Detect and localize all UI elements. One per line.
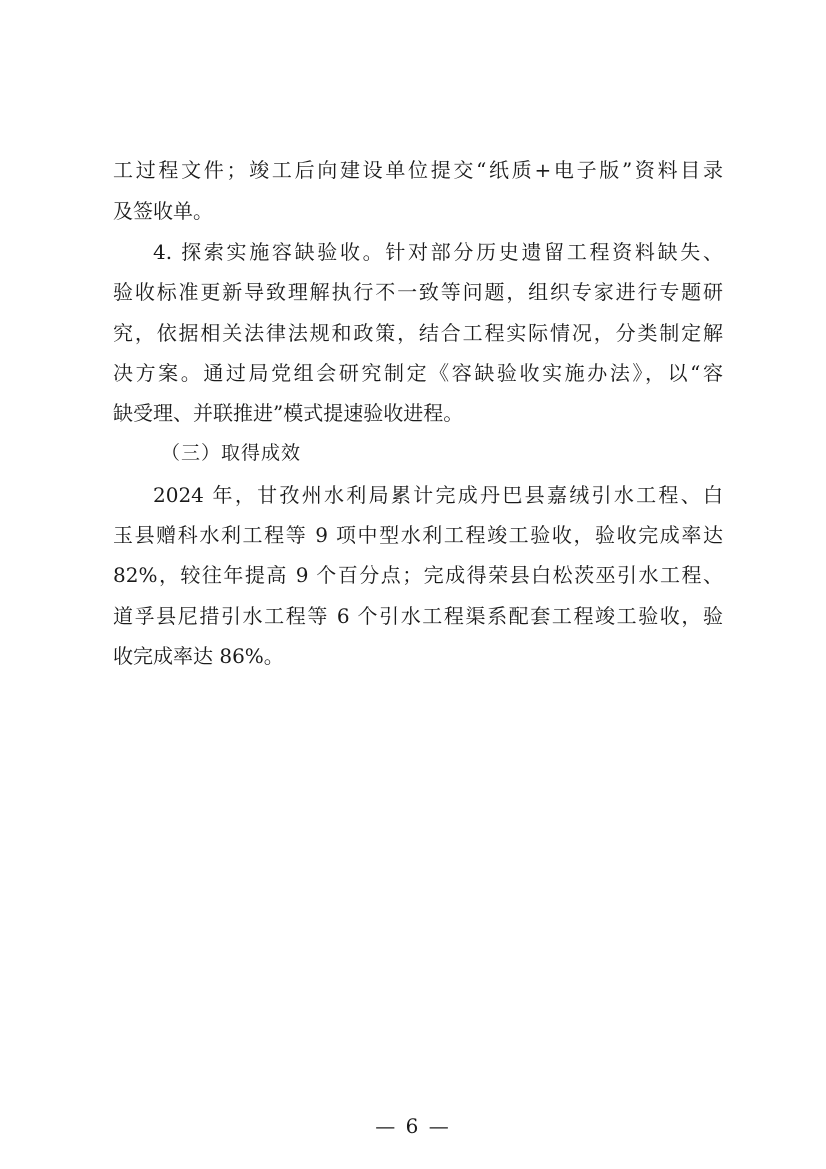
- paragraph-3-line-2: 玉县赠科水利工程等 9 项中型水利工程竣工验收，验收完成率达: [113, 523, 723, 547]
- paragraph-3-line-1: 2024 年，甘孜州水利局累计完成丹巴县嘉绒引水工程、白: [153, 483, 723, 507]
- section-heading: （三）取得成效: [161, 442, 302, 464]
- paragraph-1-line-1: 工过程文件；竣工后向建设单位提交“纸质+电子版”资料目录: [113, 158, 723, 182]
- page-number: — 6 —: [375, 1114, 451, 1138]
- paragraph-1-line-2: 及签收单。: [113, 199, 213, 223]
- paragraph-2-line-1: 4. 探索实施容缺验收。针对部分历史遗留工程资料缺失、: [153, 240, 723, 264]
- paragraph-2-line-3: 究，依据相关法律法规和政策，结合工程实际情况，分类制定解: [113, 321, 723, 345]
- paragraph-3-line-4: 道孚县尼措引水工程等 6 个引水工程渠系配套工程竣工验收，验: [113, 604, 723, 628]
- paragraph-3-line-5: 收完成率达 86%。: [113, 644, 284, 668]
- paragraph-3-line-3: 82%，较往年提高 9 个百分点；完成得荣县白松茨巫引水工程、: [113, 563, 723, 587]
- paragraph-2-line-5: 缺受理、并联推进”模式提速验收进程。: [113, 401, 464, 425]
- paragraph-2-line-2: 验收标准更新导致理解执行不一致等问题，组织专家进行专题研: [113, 280, 723, 304]
- paragraph-2-line-4: 决方案。通过局党组会研究制定《容缺验收实施办法》，以“容: [113, 361, 723, 385]
